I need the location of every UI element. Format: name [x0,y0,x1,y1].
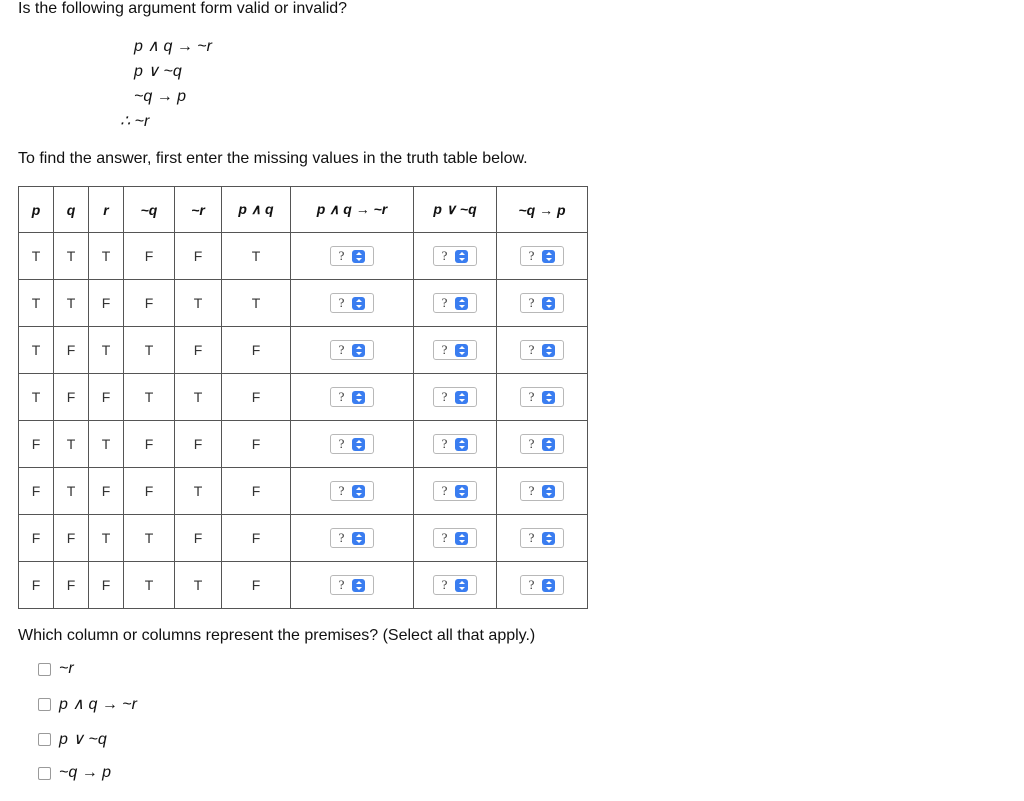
spinner-arrows-icon [455,297,468,310]
select-value: ? [528,342,535,357]
truth-value-select[interactable] [520,293,564,313]
header-p-or-not-q: p ∨ ~q [414,187,497,233]
table-cell: F [89,562,124,609]
table-row [19,468,588,515]
checkbox[interactable] [38,663,51,676]
select-value: ? [441,389,448,404]
truth-value-select[interactable] [433,246,477,266]
argument-form [120,37,212,137]
truth-value-select[interactable] [330,481,374,501]
spinner-arrows-icon [455,438,468,451]
table-cell: F [222,421,291,468]
table-cell: T [175,280,222,327]
spinner-arrows-icon [542,485,555,498]
spinner-arrows-icon [542,579,555,592]
select-value: ? [441,248,448,263]
select-value: ? [338,389,345,404]
truth-value-select[interactable] [433,434,477,454]
table-cell [497,421,588,468]
table-cell [414,374,497,421]
table-cell [291,233,414,280]
truth-value-select[interactable] [330,387,374,407]
table-cell: T [19,233,54,280]
instruction-text: To find the answer, first enter the missing values in the truth table below. [18,150,528,167]
table-cell: F [124,280,175,327]
table-cell [414,562,497,609]
select-value: ? [338,530,345,545]
table-cell: T [175,374,222,421]
table-row [19,233,588,280]
select-value: ? [441,342,448,357]
spinner-arrows-icon [542,344,555,357]
table-row [19,327,588,374]
table-cell [291,280,414,327]
truth-value-select[interactable] [330,575,374,595]
table-row [19,515,588,562]
table-cell [497,233,588,280]
select-value: ? [528,436,535,451]
spinner-arrows-icon [455,579,468,592]
table-cell: T [124,562,175,609]
spinner-arrows-icon [352,344,365,357]
table-cell [414,468,497,515]
table-cell: F [124,468,175,515]
spinner-arrows-icon [455,391,468,404]
table-cell: T [124,327,175,374]
option-not-q-implies-p[interactable] [38,764,111,782]
table-cell [497,327,588,374]
select-value: ? [528,530,535,545]
checkbox[interactable] [38,767,51,780]
table-cell: F [222,327,291,374]
table-cell: T [54,280,89,327]
truth-value-select[interactable] [330,246,374,266]
table-row [19,374,588,421]
table-cell: F [54,327,89,374]
header-p-and-q: p ∧ q [222,187,291,233]
select-value: ? [338,577,345,592]
option-p-or-not-q[interactable] [38,729,107,749]
table-cell: F [54,515,89,562]
truth-value-select[interactable] [520,246,564,266]
table-cell: F [89,280,124,327]
checkbox[interactable] [38,698,51,711]
header-r: r [89,187,124,233]
spinner-arrows-icon [455,250,468,263]
truth-table [18,186,588,609]
option-not-r[interactable] [38,660,74,678]
option-label: p ∨ ~q [59,731,107,748]
table-cell: T [124,374,175,421]
select-value: ? [338,483,345,498]
conclusion: ∴ ~r [120,113,150,130]
select-value: ? [338,342,345,357]
truth-value-select[interactable] [433,575,477,595]
table-row [19,280,588,327]
table-cell [291,562,414,609]
table-cell [291,327,414,374]
premise-1: p ∧ q → ~r [134,38,212,55]
table-cell: F [175,233,222,280]
select-value: ? [338,248,345,263]
truth-value-select[interactable] [433,528,477,548]
spinner-arrows-icon [455,532,468,545]
select-value: ? [441,483,448,498]
premise-2: p ∨ ~q [134,63,182,80]
spinner-arrows-icon [352,485,365,498]
table-cell: T [19,280,54,327]
truth-value-select[interactable] [433,293,477,313]
spinner-arrows-icon [352,438,365,451]
checkbox[interactable] [38,733,51,746]
table-cell: F [19,421,54,468]
truth-value-select[interactable] [330,293,374,313]
table-cell: T [19,327,54,374]
premises-question: Which column or columns represent the premises? (Select all that apply.) [18,627,536,644]
table-cell: F [175,421,222,468]
table-cell [497,562,588,609]
table-cell: F [222,562,291,609]
table-cell [291,515,414,562]
table-cell [497,515,588,562]
table-cell: F [54,374,89,421]
table-cell: F [175,327,222,374]
select-value: ? [338,436,345,451]
table-cell: F [124,421,175,468]
spinner-arrows-icon [352,532,365,545]
spinner-arrows-icon [455,485,468,498]
table-cell [497,374,588,421]
table-cell [414,233,497,280]
select-value: ? [441,530,448,545]
option-label: ~r [59,660,74,677]
header-p-and-q-implies-not-r: p ∧ q → ~r [291,187,414,233]
table-cell [414,515,497,562]
table-cell [414,421,497,468]
table-cell: T [175,468,222,515]
truth-value-select[interactable] [433,387,477,407]
select-value: ? [528,483,535,498]
table-cell: T [89,327,124,374]
truth-value-select[interactable] [433,340,477,360]
truth-value-select[interactable] [520,387,564,407]
truth-value-select[interactable] [520,528,564,548]
header-not-q-implies-p: ~q → p [497,187,588,233]
table-cell: F [89,468,124,515]
truth-value-select[interactable] [520,434,564,454]
header-p: p [19,187,54,233]
table-cell: F [175,515,222,562]
table-cell [291,374,414,421]
table-cell: F [222,374,291,421]
spinner-arrows-icon [352,391,365,404]
table-cell: T [89,233,124,280]
select-value: ? [441,577,448,592]
spinner-arrows-icon [542,250,555,263]
spinner-arrows-icon [352,250,365,263]
table-cell: F [54,562,89,609]
premise-3: ~q → p [134,88,187,105]
truth-value-select[interactable] [520,481,564,501]
truth-value-select[interactable] [433,481,477,501]
table-cell [414,280,497,327]
table-cell: T [89,421,124,468]
table-row [19,421,588,468]
header-q: q [54,187,89,233]
table-cell: T [89,515,124,562]
option-p-and-q-implies-not-r[interactable] [38,694,137,714]
table-cell: T [54,468,89,515]
table-cell: T [124,515,175,562]
select-value: ? [441,295,448,310]
question-text: Is the following argument form valid or invalid? [18,0,348,17]
option-label: ~q → p [59,764,112,781]
table-cell: T [54,421,89,468]
spinner-arrows-icon [352,579,365,592]
table-cell [291,421,414,468]
select-value: ? [528,248,535,263]
header-not-q: ~q [124,187,175,233]
table-cell: T [54,233,89,280]
table-cell [497,468,588,515]
table-cell: T [222,280,291,327]
table-header-row [19,187,588,233]
select-value: ? [441,436,448,451]
table-cell: F [89,374,124,421]
table-cell: F [19,468,54,515]
truth-value-select[interactable] [520,575,564,595]
spinner-arrows-icon [352,297,365,310]
option-label: p ∧ q → ~r [59,696,137,713]
table-cell: F [222,515,291,562]
spinner-arrows-icon [542,391,555,404]
table-cell: T [175,562,222,609]
spinner-arrows-icon [542,532,555,545]
table-cell: F [124,233,175,280]
select-value: ? [528,295,535,310]
table-cell: F [19,562,54,609]
header-not-r: ~r [175,187,222,233]
table-cell: F [222,468,291,515]
select-value: ? [528,389,535,404]
spinner-arrows-icon [542,438,555,451]
truth-value-select[interactable] [330,340,374,360]
spinner-arrows-icon [455,344,468,357]
table-cell: F [19,515,54,562]
table-row [19,562,588,609]
table-cell: T [222,233,291,280]
spinner-arrows-icon [542,297,555,310]
table-cell [291,468,414,515]
table-cell [414,327,497,374]
select-value: ? [338,295,345,310]
truth-value-select[interactable] [330,434,374,454]
truth-value-select[interactable] [330,528,374,548]
select-value: ? [528,577,535,592]
table-cell [497,280,588,327]
truth-value-select[interactable] [520,340,564,360]
table-cell: T [19,374,54,421]
